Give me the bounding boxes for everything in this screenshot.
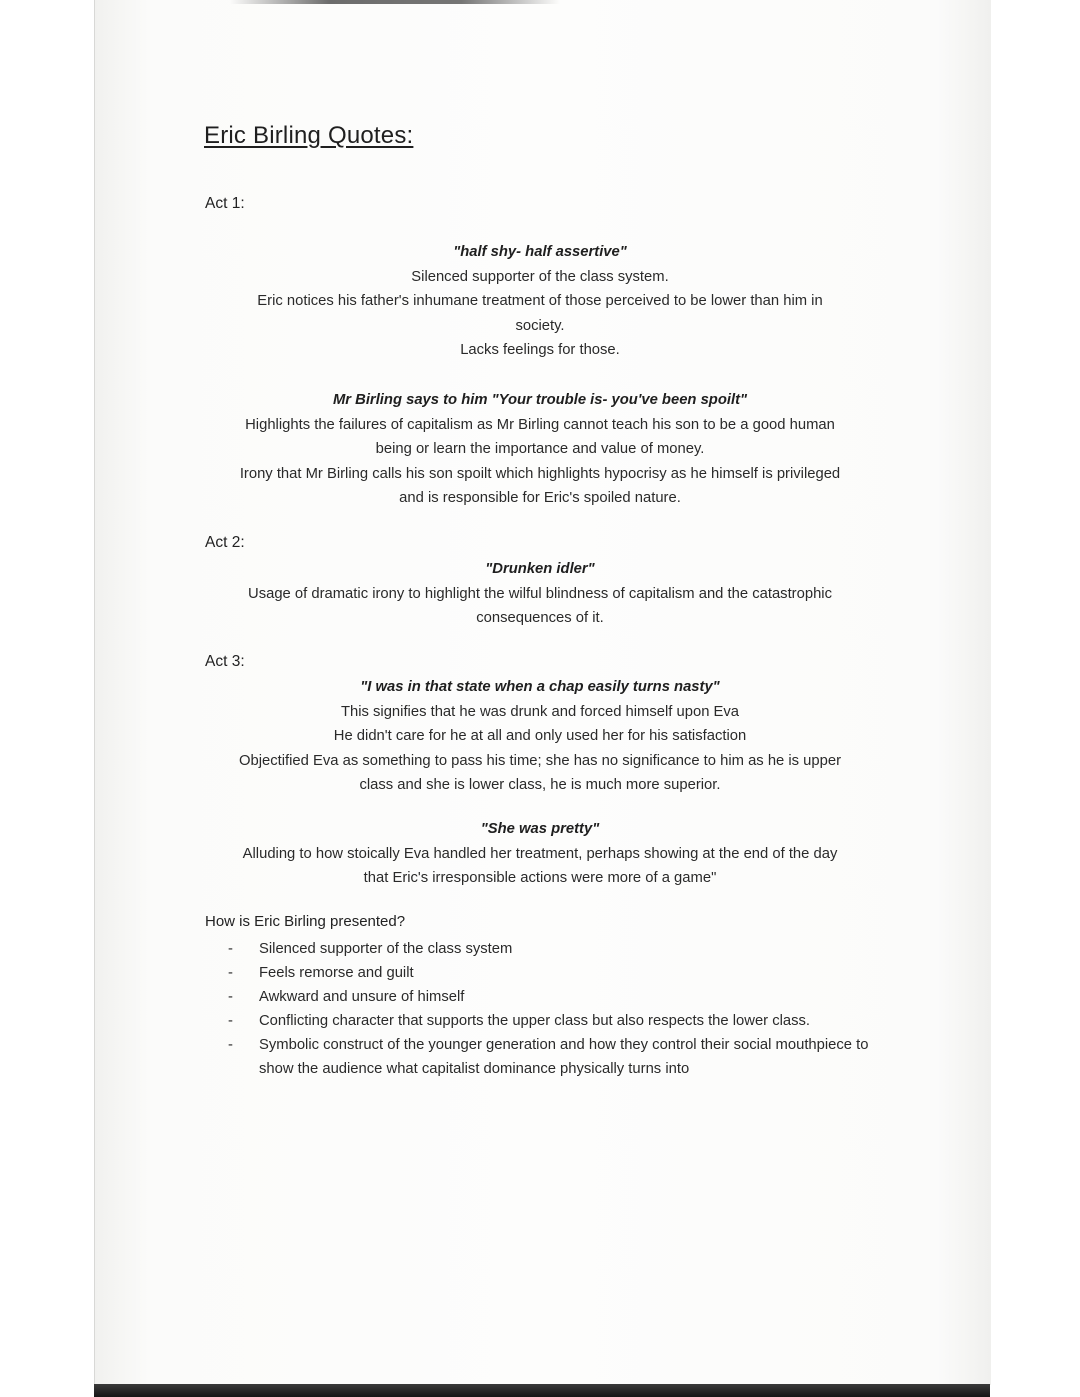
act-1-quote-2-section xyxy=(200,388,880,511)
list-item: - Symbolic construct of the younger generation and how they control their social mouthpiece to show the audience what capitalist dominance physically turns into xyxy=(228,1033,878,1081)
list-item: - Feels remorse and guilt xyxy=(228,961,878,985)
presentation-question: How is Eric Birling presented? xyxy=(205,913,406,930)
act-3-note-line: that Eric's irresponsible actions were more of a game" xyxy=(363,870,717,886)
act-1-quote-1-section xyxy=(200,240,880,363)
act-3-quote-2: "She was pretty" xyxy=(480,821,600,837)
act-1-quote-1: "half shy- half assertive" xyxy=(453,244,627,260)
act-1-note-line: Lacks feelings for those. xyxy=(460,342,620,358)
act-1-heading: Act 1: xyxy=(205,195,245,212)
act-3-quote-2-section xyxy=(200,817,880,891)
act-1-note-line: Silenced supporter of the class system. xyxy=(411,268,669,285)
act-3-note-line: class and she is lower class, he is much more superior. xyxy=(359,777,721,793)
paper-fold-shadow xyxy=(230,0,560,4)
list-item: - Awkward and unsure of himself xyxy=(228,985,878,1009)
list-item: - Conflicting character that supports the upper class but also respects the lower class. xyxy=(228,1009,878,1033)
paper-bottom-edge xyxy=(94,1384,990,1397)
act-3-quote-1-section xyxy=(200,675,880,798)
act-3-note-line: He didn't care for he at all and only used her for his satisfaction xyxy=(333,728,747,744)
act-1-note-line: Eric notices his father's inhumane treatment of those perceived to be lower than him in xyxy=(257,293,823,309)
act-1-note-line: Irony that Mr Birling calls his son spoilt which highlights hypocrisy as he himself is privileged xyxy=(239,465,841,482)
act-1-note-line: being or learn the importance and value of money. xyxy=(375,441,705,457)
act-2-note-line: Usage of dramatic irony to highlight the wilful blindness of capitalism and the catastrophic xyxy=(248,585,832,602)
list-item: - Silenced supporter of the class system xyxy=(228,937,878,961)
act-2-note-line: consequences of it. xyxy=(476,610,604,626)
act-2-quote: "Drunken idler" xyxy=(485,561,595,577)
act-1-quote-2: Mr Birling says to him "Your trouble is- you've been spoilt" xyxy=(332,392,748,408)
act-1-note-line: and is responsible for Eric's spoiled nature. xyxy=(399,490,681,506)
act-3-note-line: Alluding to how stoically Eva handled her treatment, perhaps showing at the end of the day xyxy=(242,845,838,862)
act-3-note-line: This signifies that he was drunk and forced himself upon Eva xyxy=(340,703,740,720)
act-2-heading: Act 2: xyxy=(205,534,245,551)
act-3-quote-1: "I was in that state when a chap easily turns nasty" xyxy=(360,679,720,695)
act-1-note-line: society. xyxy=(515,317,565,334)
act-3-heading: Act 3: xyxy=(205,653,245,670)
act-2-quote-section xyxy=(200,557,880,631)
act-1-note-line: Highlights the failures of capitalism as Mr Birling cannot teach his son to be a good human xyxy=(245,416,835,433)
act-3-note-line: Objectified Eva as something to pass his time; she has no significance to him as he is upper xyxy=(238,752,842,769)
page-title: Eric Birling Quotes: xyxy=(204,122,414,149)
presentation-list xyxy=(228,937,878,1081)
